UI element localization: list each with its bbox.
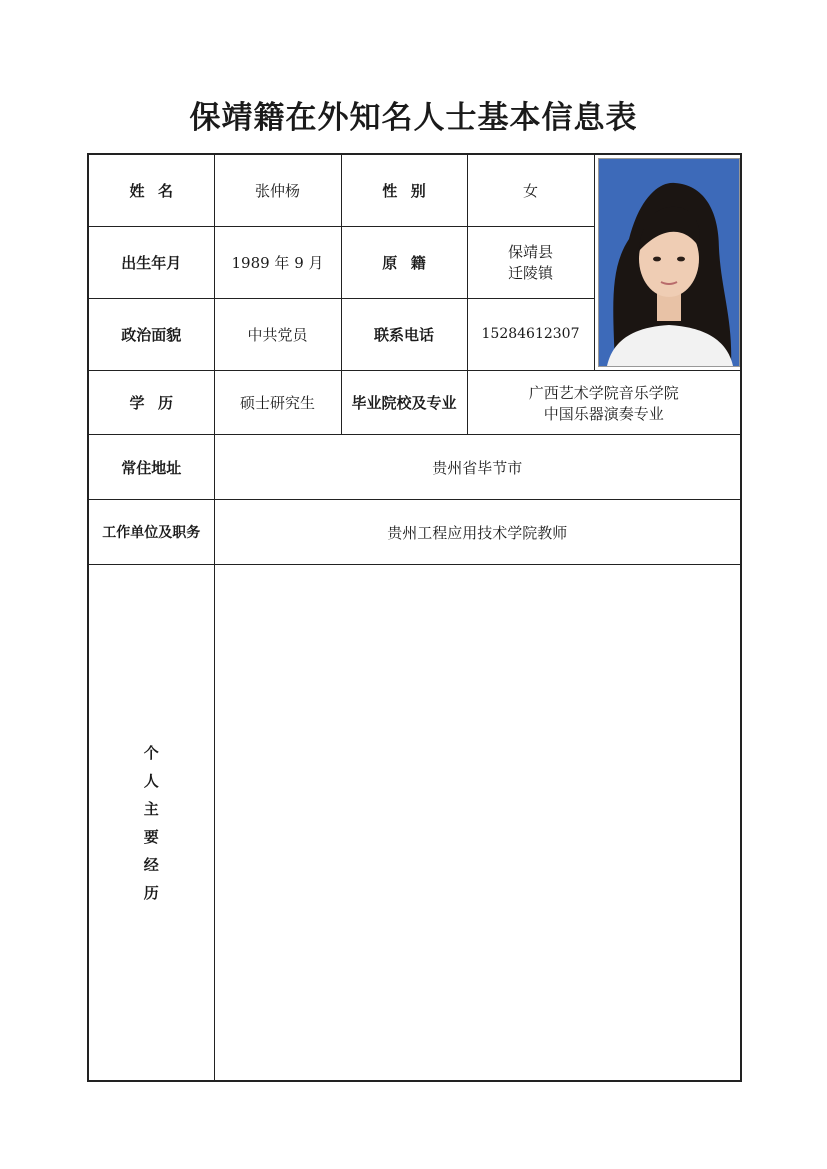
origin-label: 原籍: [341, 226, 467, 298]
name-label: 姓名: [88, 154, 214, 226]
phone-value: 15284612307: [467, 298, 594, 370]
birth-label: 出生年月: [88, 226, 214, 298]
row-name-gender: [88, 154, 741, 226]
political-value: 中共党员: [214, 298, 341, 370]
work-label: 工作单位及职务: [88, 500, 214, 565]
political-label: 政治面貌: [88, 298, 214, 370]
row-experience: [88, 565, 741, 1082]
name-value: 张仲杨: [214, 154, 341, 226]
address-label: 常住地址: [88, 435, 214, 500]
photo-cell: [594, 154, 741, 371]
origin-value: 保靖县 迁陵镇: [467, 226, 594, 298]
info-form-table: [87, 153, 742, 1082]
row-education-school: [88, 371, 741, 435]
phone-label: 联系电话: [341, 298, 467, 370]
work-value: 贵州工程应用技术学院教师: [214, 500, 741, 565]
school-value: 广西艺术学院音乐学院 中国乐器演奏专业: [467, 371, 741, 435]
education-label: 学历: [88, 371, 214, 435]
experience-label: 个 人 主 要 经 历: [88, 565, 214, 1082]
row-work: [88, 500, 741, 565]
row-address: [88, 435, 741, 500]
gender-value: 女: [467, 154, 594, 226]
portrait-photo: [598, 158, 740, 367]
education-value: 硕士研究生: [214, 371, 341, 435]
address-value: 贵州省毕节市: [214, 435, 741, 500]
birth-value: 1989 年 9 月: [214, 226, 341, 298]
page-title: 保靖籍在外知名人士基本信息表: [189, 100, 638, 136]
experience-value: [214, 565, 741, 1082]
school-label: 毕业院校及专业: [341, 371, 467, 435]
portrait-photo-icon: [599, 159, 739, 366]
gender-label: 性别: [341, 154, 467, 226]
